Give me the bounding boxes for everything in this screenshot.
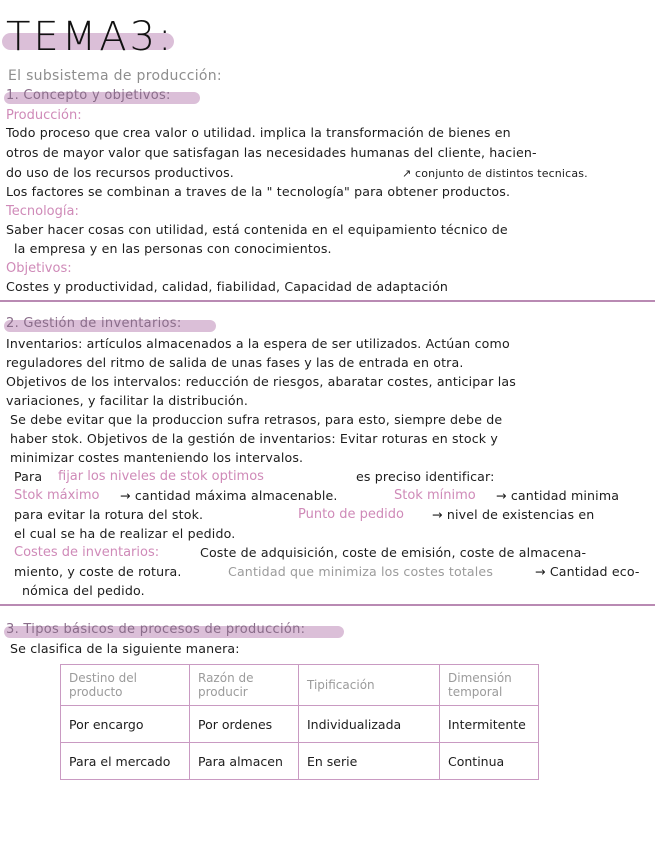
table-row [61,706,539,743]
produccion-line-2: otros de mayor valor que satisfagan las necesidades humanas del cliente, hacien- [6,145,537,160]
subtitle: El subsistema de producción: [8,68,222,84]
stok-minimo-label: Stok mínimo [394,488,476,503]
tecnologia-note: ↗ conjunto de distintos tecnicas. [402,167,588,180]
cell-tipificacion: Individualizada [299,706,440,743]
section3-heading: 3. Tipos básicos de procesos de producción: [6,622,306,637]
costes-label: Costes de inventarios: [14,545,160,560]
page-title: TEMA3: [6,14,175,60]
objetivos-label: Objetivos: [6,261,72,276]
nomica-line: nómica del pedido. [22,583,145,598]
cell-dimension: Continua [440,743,539,780]
fijar-niveles: fijar los niveles de stok optimos [58,469,264,484]
tecnologia-line-1: Saber hacer cosas con utilidad, está contenida en el equipamiento técnico de [6,222,508,237]
inventarios-line-6: haber stok. Objetivos de la gestión de inventarios: Evitar roturas en stock y [10,431,498,446]
produccion-line-3: do uso de los recursos productivos. [6,165,234,180]
stok-maximo-text: → cantidad máxima almacenable. [120,488,338,503]
inventarios-line-5: Se debe evitar que la produccion sufra retrasos, para esto, siempre debe de [10,412,503,427]
produccion-line-1: Todo proceso que crea valor o utilidad. implica la transformación de bienes en [6,125,511,140]
header-destino: Destino del producto [61,665,190,706]
section1-heading: 1. Concepto y objetivos: [6,88,171,103]
cell-razon: Por ordenes [190,706,299,743]
inventarios-line-3: Objetivos de los intervalos: reducción de riesgos, abaratar costes, anticipar las [6,374,516,389]
header-tipificacion: Tipificación [299,665,440,706]
tecnologia-label: Tecnología: [6,204,79,219]
table-header-row [61,665,539,706]
header-razon: Razón de producir [190,665,299,706]
cell-destino: Para el mercado [61,743,190,780]
inventarios-line-7: minimizar costes manteniendo los intervalos. [10,450,304,465]
cell-tipificacion: En serie [299,743,440,780]
divider-2 [0,604,655,606]
miento-line: miento, y coste de rotura. [14,564,182,579]
cantidad-economica: → Cantidad eco- [535,564,640,579]
punto-pedido-label: Punto de pedido [298,507,404,522]
punto-pedido-text: → nivel de existencias en [432,507,595,522]
stok-minimo-text: → cantidad minima [496,488,620,503]
preciso-identificar: es preciso identificar: [356,469,495,484]
inventarios-line-1: Inventarios: artículos almacenados a la espera de ser utilizados. Actúan como [6,336,510,351]
divider-1 [0,300,655,302]
header-dimension: Dimensión temporal [440,665,539,706]
objetivos-text: Costes y productividad, calidad, fiabilidad, Capacidad de adaptación [6,279,449,294]
costes-text: Coste de adquisición, coste de emisión, coste de almacena- [200,545,587,560]
tecnologia-line-2: la empresa y en las personas con conocimientos. [14,241,332,256]
produccion-label: Producción: [6,108,82,123]
cell-destino: Por encargo [61,706,190,743]
produccion-line-4: Los factores se combinan a traves de la " tecnología" para obtener productos. [6,184,511,199]
para-evitar-line: para evitar la rotura del stok. [14,507,204,522]
para-word: Para [14,469,43,484]
cantidad-optima: Cantidad que minimiza los costes totales [228,564,494,579]
inventarios-line-4: variaciones, y facilitar la distribución. [6,393,248,408]
cell-razon: Para almacen [190,743,299,780]
table-row [61,743,539,780]
stok-maximo-label: Stok máximo [14,488,100,503]
tipos-table [60,664,539,780]
cell-dimension: Intermitente [440,706,539,743]
cual-line: el cual se ha de realizar el pedido. [14,526,236,541]
section3-intro: Se clasifica de la siguiente manera: [10,641,240,656]
section2-heading: 2. Gestión de inventarios: [6,316,182,331]
inventarios-line-2: reguladores del ritmo de salida de unas fases y las de entrada en otra. [6,355,464,370]
